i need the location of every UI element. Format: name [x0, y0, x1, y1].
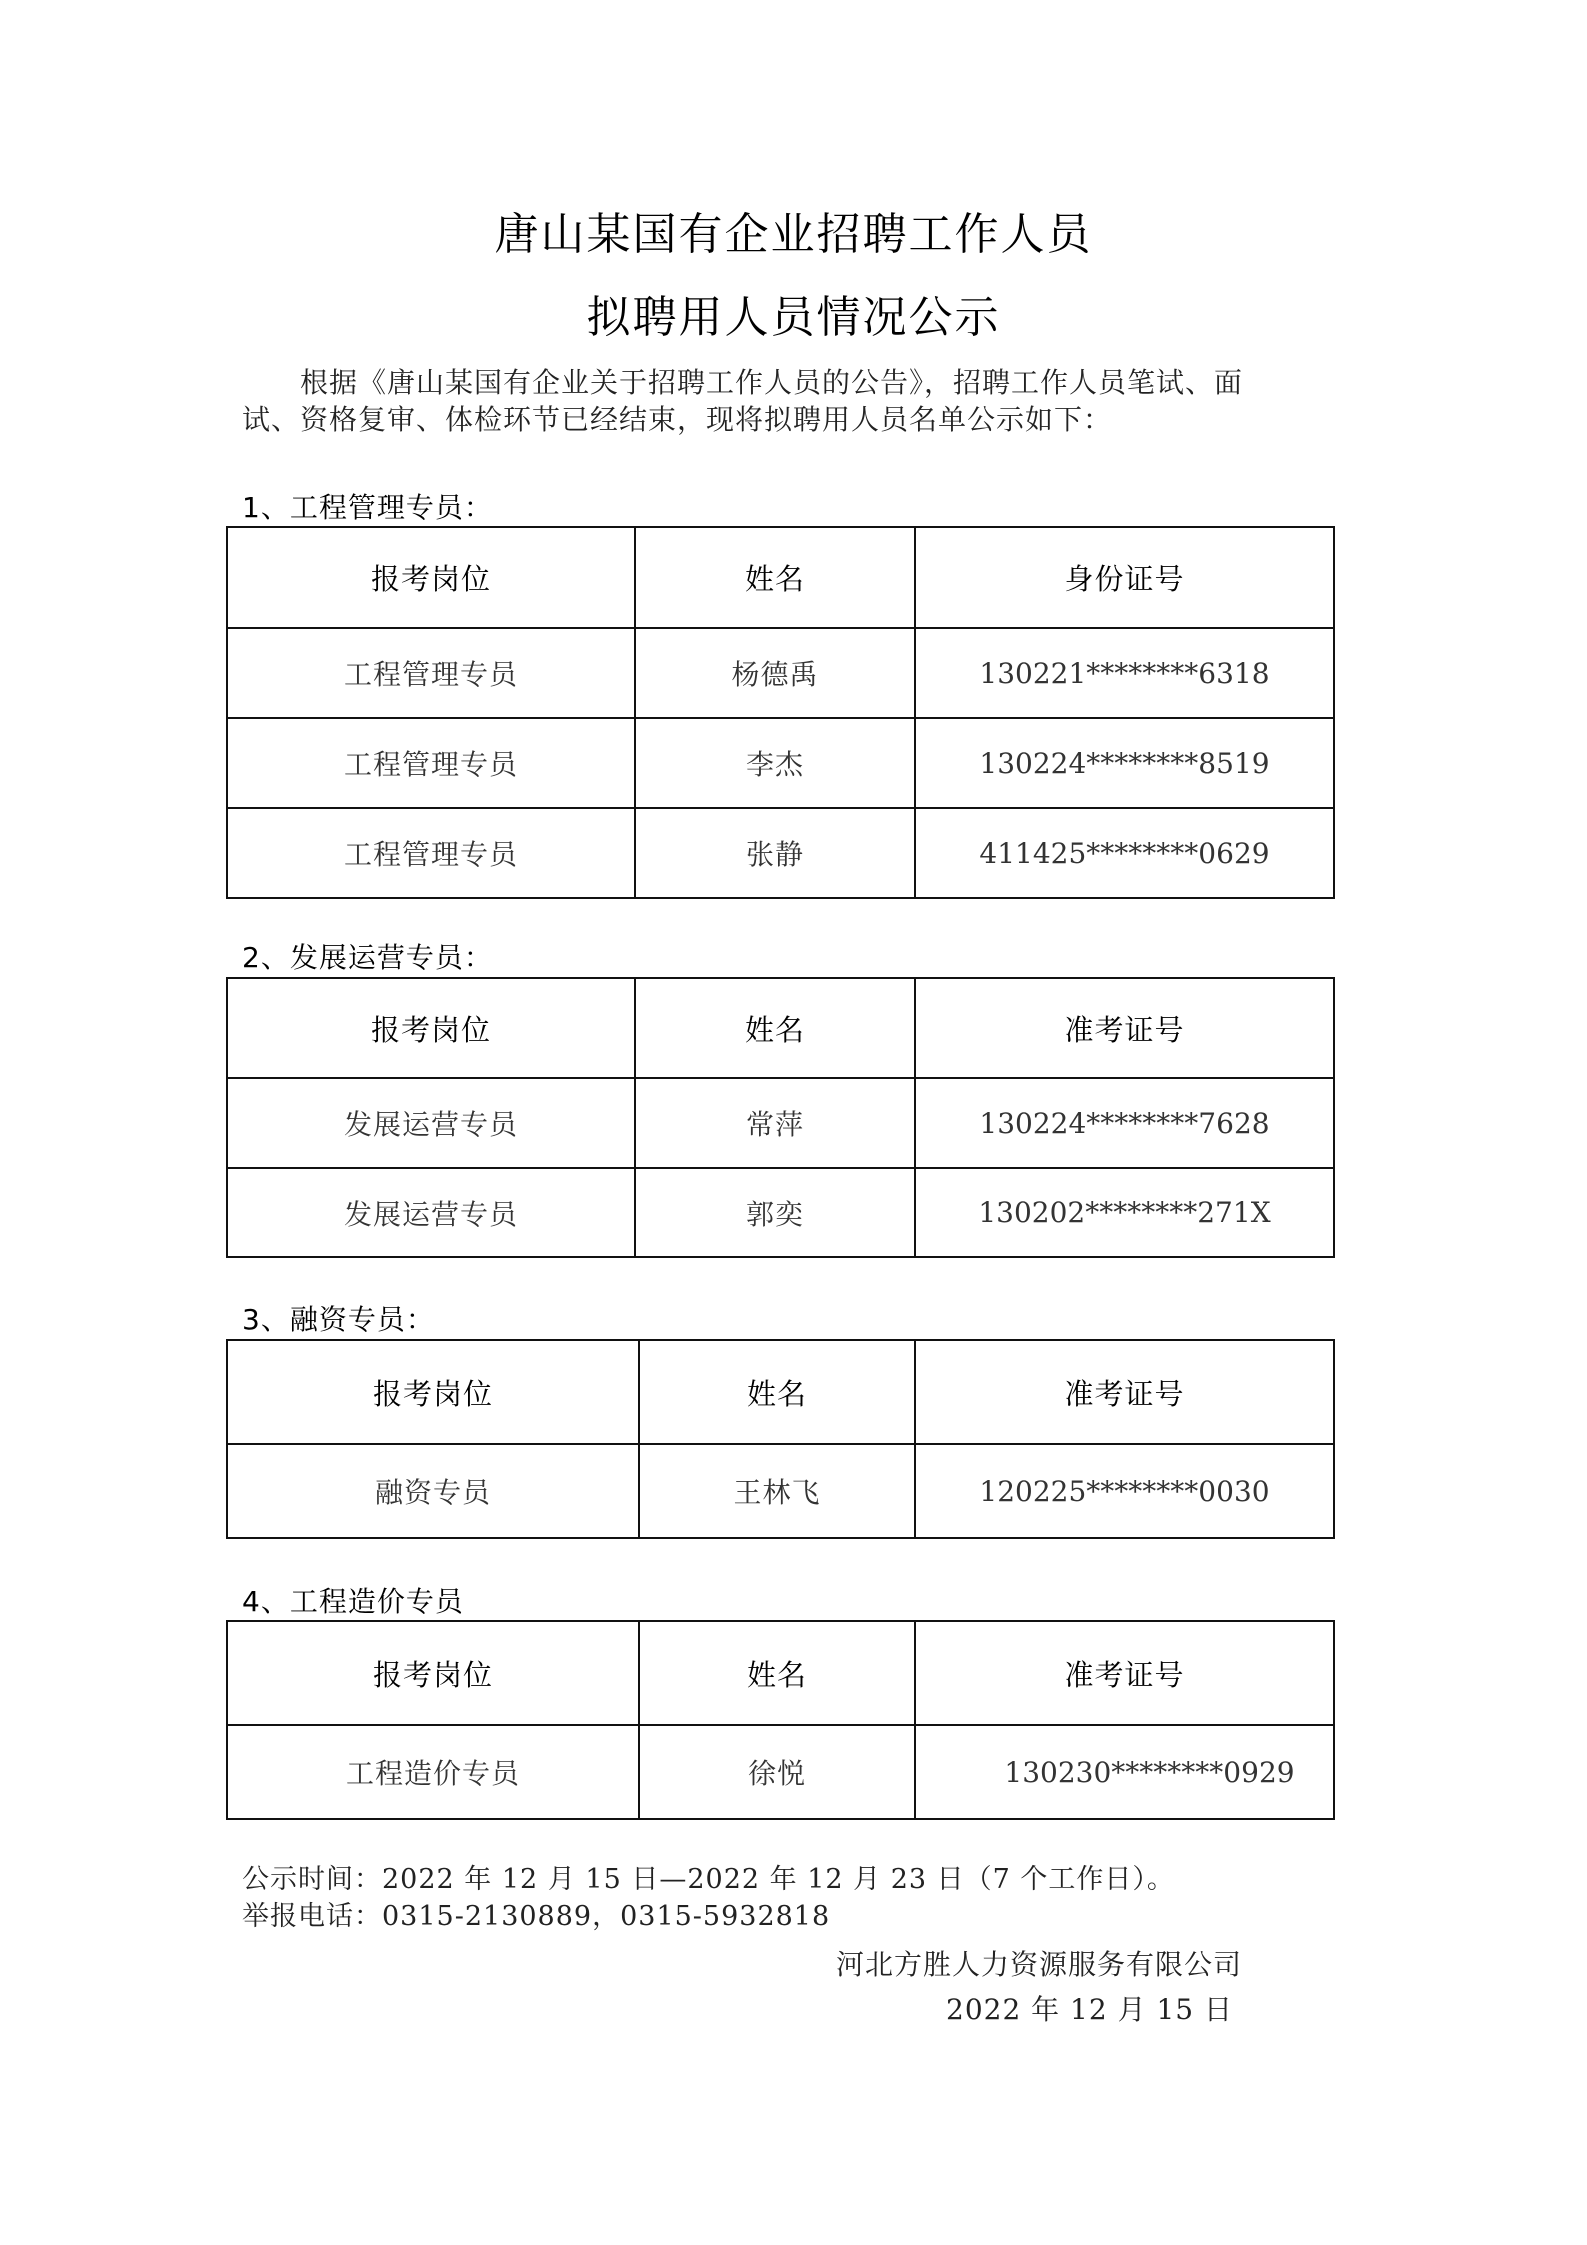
- cell-id-number: 130224********8519: [915, 718, 1334, 808]
- cell-name: 杨德禹: [635, 628, 915, 718]
- column-header-id-number: 身份证号: [915, 527, 1334, 628]
- table-row: [227, 1078, 1334, 1168]
- cell-position: 工程管理专员: [227, 628, 635, 718]
- table-row: [227, 1444, 1334, 1538]
- signing-date: 2022 年 12 月 15 日: [946, 1993, 1234, 2026]
- column-header-position: 报考岗位: [227, 1621, 639, 1725]
- table-row: [227, 1725, 1334, 1819]
- roster-table-financing: [226, 1339, 1335, 1539]
- table-header-row: [227, 978, 1334, 1078]
- cell-name: 徐悦: [639, 1725, 915, 1819]
- table-row: [227, 628, 1334, 718]
- cell-id-number: 411425********0629: [915, 808, 1334, 898]
- signing-company: 河北方胜人力资源服务有限公司: [836, 1948, 1243, 1981]
- intro-text-line-1: 根据《唐山某国有企业关于招聘工作人员的公告》，招聘工作人员笔试、面: [300, 366, 1244, 399]
- section-label-financing: 3、融资专员：: [242, 1303, 435, 1336]
- notice-period-text: 公示时间：2022 年 12 月 15 日—2022 年 12 月 23 日（7 个工作日）。: [242, 1864, 1175, 1895]
- cell-name: 王林飞: [639, 1444, 915, 1538]
- cell-exam-number: 120225********0030: [915, 1444, 1334, 1538]
- cell-name: 李杰: [635, 718, 915, 808]
- roster-table-cost-engineering: [226, 1620, 1335, 1820]
- section-label-engineering-management: 1、工程管理专员：: [242, 491, 493, 524]
- column-header-name: 姓名: [639, 1621, 915, 1725]
- cell-id-number: 130221********6318: [915, 628, 1334, 718]
- intro-text-line-2: 试、资格复审、体检环节已经结束，现将拟聘用人员名单公示如下：: [242, 403, 1113, 436]
- cell-name: 郭奕: [635, 1168, 915, 1257]
- cell-exam-number: 130202********271X: [915, 1168, 1334, 1257]
- cell-position: 融资专员: [227, 1444, 639, 1538]
- column-header-name: 姓名: [635, 978, 915, 1078]
- cell-position: 工程造价专员: [227, 1725, 639, 1819]
- report-phone-text: 举报电话：0315-2130889，0315-5932818: [242, 1901, 831, 1932]
- document-title-line-2: 拟聘用人员情况公示: [586, 292, 1001, 343]
- column-header-position: 报考岗位: [227, 978, 635, 1078]
- cell-position: 工程管理专员: [227, 808, 635, 898]
- column-header-name: 姓名: [635, 527, 915, 628]
- roster-table-development-operations: [226, 977, 1335, 1258]
- document-title-line-1: 唐山某国有企业招聘工作人员: [494, 209, 1093, 260]
- cell-name: 张静: [635, 808, 915, 898]
- column-header-position: 报考岗位: [227, 527, 635, 628]
- column-header-exam-number: 准考证号: [915, 978, 1334, 1078]
- table-row: [227, 1168, 1334, 1257]
- section-label-development-operations: 2、发展运营专员：: [242, 941, 493, 974]
- column-header-exam-number: 准考证号: [915, 1340, 1334, 1444]
- column-header-position: 报考岗位: [227, 1340, 639, 1444]
- table-header-row: [227, 1621, 1334, 1725]
- table-header-row: [227, 1340, 1334, 1444]
- table-row: [227, 808, 1334, 898]
- cell-exam-number: 130224********7628: [915, 1078, 1334, 1168]
- cell-position: 工程管理专员: [227, 718, 635, 808]
- table-row: [227, 718, 1334, 808]
- cell-position: 发展运营专员: [227, 1078, 635, 1168]
- column-header-name: 姓名: [639, 1340, 915, 1444]
- cell-name: 常萍: [635, 1078, 915, 1168]
- table-header-row: [227, 527, 1334, 628]
- roster-table-engineering-management: [226, 526, 1335, 899]
- cell-exam-number: 130230********0929: [915, 1725, 1334, 1819]
- column-header-exam-number: 准考证号: [915, 1621, 1334, 1725]
- section-label-cost-engineering: 4、工程造价专员: [242, 1585, 464, 1618]
- cell-position: 发展运营专员: [227, 1168, 635, 1257]
